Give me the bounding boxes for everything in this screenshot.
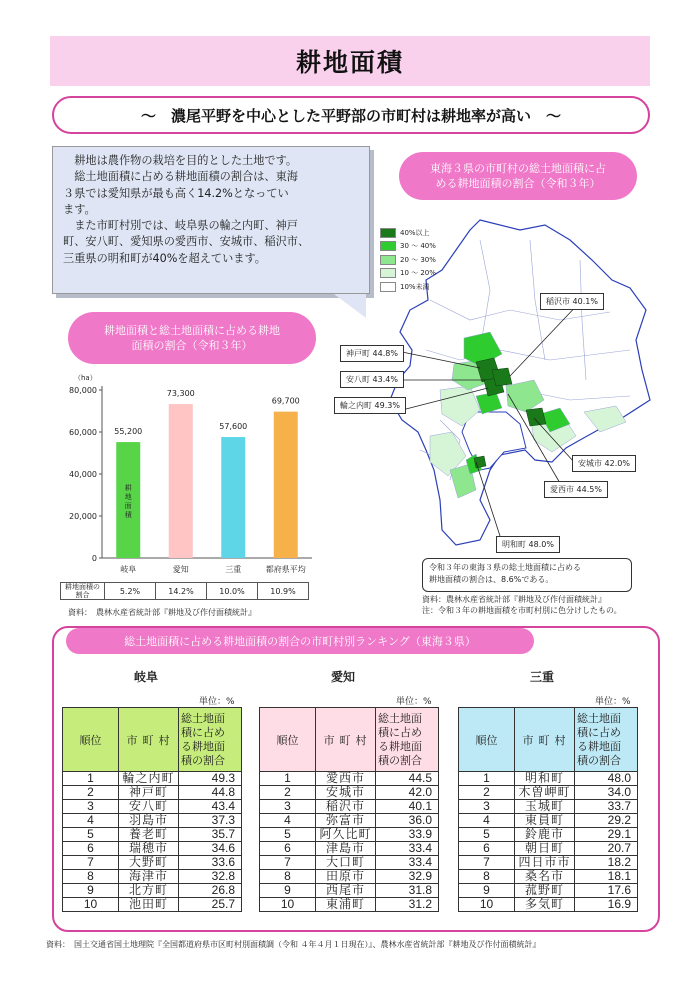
- callout-meiwa: [496, 536, 560, 553]
- municipality-cell: 朝日町: [515, 842, 575, 856]
- intro-line: 耕地は農作物の栽培を目的とした土地です。: [63, 154, 298, 167]
- map-source-line: 注：令和３年の耕地面積を市町村別に色分けしたもの。: [422, 606, 622, 615]
- ratio-cell: 20.7: [575, 842, 638, 856]
- municipality-cell: 桑名市: [515, 870, 575, 884]
- municipality-cell: 稲沢市: [316, 800, 376, 814]
- legend-item: [380, 226, 436, 240]
- ratio-row-label-line: 割合: [75, 591, 90, 599]
- ranking-header-row: [459, 708, 638, 772]
- callout-name: 明和町: [502, 540, 526, 549]
- bar-chart-source: 資料： 農林水産省統計部『耕地及び作付面積統計』: [68, 608, 256, 617]
- bar-chart-section-label: [68, 312, 316, 364]
- legend-item: [380, 267, 436, 281]
- ratio-header-line: 積に占め: [577, 726, 621, 739]
- ratio-cell: 26.8: [179, 884, 242, 898]
- municipality-cell: 多気町: [515, 898, 575, 912]
- municipality-cell: 明和町: [515, 772, 575, 786]
- map-legend: [380, 226, 436, 294]
- municipality-cell: 輪之内町: [119, 772, 179, 786]
- ratio-cell: 18.2: [575, 856, 638, 870]
- ratio-cell: 37.3: [179, 814, 242, 828]
- ratio-cell: 34.6: [179, 842, 242, 856]
- table-row: [260, 842, 439, 856]
- ratio-cell: 33.9: [376, 828, 439, 842]
- ratio-row-label-line: 耕地面積の: [65, 583, 100, 591]
- y-unit-label: （ha）: [74, 374, 97, 382]
- table-row: [459, 800, 638, 814]
- rank-cell: 9: [63, 884, 119, 898]
- rank-cell: 5: [260, 828, 316, 842]
- map-section-label: [399, 152, 637, 200]
- map-source-line: 資料：農林水産省統計部『耕地及び作付面積統計』: [422, 595, 606, 604]
- municipality-cell: 安城市: [316, 786, 376, 800]
- ratio-cell: 49.3: [179, 772, 242, 786]
- municipality-cell: 西尾市: [316, 884, 376, 898]
- callout-name: 安城市: [578, 459, 602, 468]
- rank-cell: 6: [459, 842, 515, 856]
- municipality-cell: 養老町: [119, 828, 179, 842]
- rank-header: 順位: [459, 708, 515, 772]
- ratio-cell: 36.0: [376, 814, 439, 828]
- ratio-cell: 48.0: [575, 772, 638, 786]
- ratio-mie: 10.0%: [207, 583, 258, 600]
- ratio-cell: 44.5: [376, 772, 439, 786]
- rank-cell: 1: [260, 772, 316, 786]
- callout-value: 44.8%: [372, 349, 398, 358]
- ranking-header-row: [260, 708, 439, 772]
- rank-cell: 3: [459, 800, 515, 814]
- intro-line: また市町村別では、岐阜県の輪之内町、神戸: [63, 219, 298, 233]
- rank-cell: 3: [63, 800, 119, 814]
- callout-name: 安八町: [346, 375, 370, 384]
- table-row: [260, 884, 439, 898]
- ranking-table-aichi: [259, 707, 439, 912]
- table-row: [63, 786, 242, 800]
- ratio-cell: 34.0: [575, 786, 638, 800]
- table-row: [260, 828, 439, 842]
- municipality-cell: 瑞穂市: [119, 842, 179, 856]
- ratio-header-line: 積に占め: [181, 726, 225, 739]
- table-row: [459, 842, 638, 856]
- municipality-cell: 田原市: [316, 870, 376, 884]
- municipality-cell: 愛西市: [316, 772, 376, 786]
- ratio-header: [179, 708, 242, 772]
- bar-愛知: [169, 404, 193, 558]
- rank-cell: 2: [459, 786, 515, 800]
- ranking-header-row: [63, 708, 242, 772]
- table-row: [459, 828, 638, 842]
- legend-swatch: [380, 255, 396, 265]
- subtitle-banner: [52, 96, 650, 134]
- intro-box: [52, 146, 370, 294]
- ratio-header-line: る耕地面: [378, 740, 422, 753]
- callout-inazawa: [540, 293, 604, 310]
- intro-line: 三重県の明和町が40%を超えています。: [63, 251, 266, 265]
- y-tick-label: 60,000: [69, 428, 97, 437]
- ratio-header-line: 総土地面: [577, 712, 621, 725]
- table-row: [63, 884, 242, 898]
- municipality-cell: 大野町: [119, 856, 179, 870]
- callout-value: 44.5%: [576, 485, 602, 494]
- callout-name: 輪之内町: [340, 401, 372, 410]
- category-label: 愛知: [172, 565, 189, 574]
- ratio-cell: 40.1: [376, 800, 439, 814]
- callout-aisai: [544, 481, 608, 498]
- rank-cell: 9: [260, 884, 316, 898]
- map-note-line: 令和３年の東海３県の総土地面積に占める: [429, 563, 581, 572]
- table-row: [459, 898, 638, 912]
- bar-inner-label: 耕: [124, 484, 132, 492]
- bar-value-label: 69,700: [271, 396, 300, 406]
- legend-item: [380, 280, 436, 294]
- rank-cell: 8: [260, 870, 316, 884]
- ratio-header-line: る耕地面: [577, 740, 621, 753]
- table-row: [260, 870, 439, 884]
- map-label-line: める耕地面積の割合（令和３年）: [435, 177, 601, 190]
- category-label: 三重: [225, 565, 242, 574]
- table-row: [260, 786, 439, 800]
- ratio-cell: 43.4: [179, 800, 242, 814]
- rank-cell: 1: [63, 772, 119, 786]
- ratio-cell: 31.2: [376, 898, 439, 912]
- callout-godo: [340, 345, 404, 362]
- table-row: [459, 814, 638, 828]
- table-row: [260, 800, 439, 814]
- municipality-cell: 大口町: [316, 856, 376, 870]
- ratio-gifu: 5.2%: [105, 583, 156, 600]
- ranking-section-label: 総土地面積に占める耕地面積の割合の市町村別ランキング（東海３県）: [66, 628, 534, 654]
- rank-cell: 9: [459, 884, 515, 898]
- ratio-row-label: [61, 583, 105, 600]
- table-row: [63, 870, 242, 884]
- ratio-cell: 33.6: [179, 856, 242, 870]
- bar-chart-label-line: 耕地面積と総土地面積に占める耕地: [104, 324, 280, 337]
- municipality-cell: 津島市: [316, 842, 376, 856]
- rank-cell: 10: [459, 898, 515, 912]
- ratio-header-line: 積の割合: [378, 754, 422, 767]
- ratio-header-line: 総土地面: [378, 712, 422, 725]
- rank-cell: 7: [63, 856, 119, 870]
- ratio-cell: 42.0: [376, 786, 439, 800]
- ratio-national-average: 10.9%: [258, 583, 309, 600]
- municipality-cell: 東浦町: [316, 898, 376, 912]
- municipality-cell: 神戸町: [119, 786, 179, 800]
- map-label-line: 東海３県の市町村の総土地面積に占: [430, 162, 606, 175]
- bar-chart-label-line: 面積の割合（令和３年）: [131, 339, 253, 352]
- legend-label: 10%未満: [400, 282, 430, 291]
- callout-value: 40.1%: [572, 297, 598, 306]
- ratio-cell: 17.6: [575, 884, 638, 898]
- page-title: 耕地面積: [295, 48, 404, 77]
- table-row: [63, 800, 242, 814]
- table-row: [260, 772, 439, 786]
- rank-cell: 5: [63, 828, 119, 842]
- subtitle-text: ～ 濃尾平野を中心とした平野部の市町村は耕地率が高い ～: [140, 106, 561, 125]
- callout-anjo: [572, 455, 636, 472]
- legend-label: 20 ～ 30%: [400, 255, 436, 264]
- table-row: [459, 856, 638, 870]
- category-label: 岐阜: [120, 565, 137, 574]
- table-row: [63, 772, 242, 786]
- table-row: [459, 884, 638, 898]
- bar-inner-label: 積: [124, 511, 132, 519]
- intro-line: 町、安八町、愛知県の愛西市、安城市、稲沢市、: [63, 235, 310, 249]
- bar-value-label: 55,200: [114, 427, 143, 437]
- rank-cell: 10: [63, 898, 119, 912]
- table-row: [459, 786, 638, 800]
- municipality-cell: 阿久比町: [316, 828, 376, 842]
- municipality-cell: 四日市市: [515, 856, 575, 870]
- table-row: [63, 814, 242, 828]
- farmland-bar-chart: [60, 362, 316, 594]
- prefecture-name-gifu: 岐阜: [134, 670, 159, 684]
- callout-anpachi: [340, 371, 404, 388]
- legend-item: [380, 240, 436, 254]
- callout-value: 42.0%: [604, 459, 630, 468]
- rank-cell: 2: [260, 786, 316, 800]
- callout-name: 神戸町: [346, 349, 370, 358]
- category-label: 都府県平均: [265, 565, 306, 574]
- rank-cell: 2: [63, 786, 119, 800]
- callout-value: 48.0%: [528, 540, 554, 549]
- table-row: [260, 814, 439, 828]
- ranking-table-gifu: [62, 707, 242, 912]
- bar-value-label: 57,600: [219, 422, 248, 432]
- map-note-line: 耕地面積の割合は、8.6%である。: [429, 575, 554, 584]
- municipality-cell: 東員町: [515, 814, 575, 828]
- rank-cell: 8: [459, 870, 515, 884]
- legend-label: 30 ～ 40%: [400, 242, 436, 251]
- ratio-header: [575, 708, 638, 772]
- ratio-aichi: 14.2%: [156, 583, 207, 600]
- municipality-cell: 木曽岬町: [515, 786, 575, 800]
- rank-cell: 3: [260, 800, 316, 814]
- municipality-cell: 弥富市: [316, 814, 376, 828]
- unit-label: 単位：%: [396, 697, 432, 707]
- bar-都府県平均: [274, 412, 298, 558]
- bar-三重: [221, 437, 245, 558]
- legend-label: 10 ～ 20%: [400, 269, 436, 278]
- legend-swatch: [380, 241, 396, 251]
- ratio-cell: 33.4: [376, 856, 439, 870]
- ratio-cell: 18.1: [575, 870, 638, 884]
- rank-cell: 7: [459, 856, 515, 870]
- callout-value: 49.3%: [374, 401, 400, 410]
- unit-label: 単位：%: [595, 697, 631, 707]
- y-tick-label: 40,000: [69, 470, 97, 479]
- table-row: [63, 828, 242, 842]
- ratio-cell: 44.8: [179, 786, 242, 800]
- ratio-cell: 32.9: [376, 870, 439, 884]
- rank-cell: 4: [459, 814, 515, 828]
- ratio-header-line: 積に占め: [378, 726, 422, 739]
- legend-swatch: [380, 228, 396, 238]
- rank-cell: 6: [260, 842, 316, 856]
- municipality-cell: 羽島市: [119, 814, 179, 828]
- ratio-cell: 29.1: [575, 828, 638, 842]
- ratio-header-line: 積の割合: [181, 754, 225, 767]
- table-row: [459, 870, 638, 884]
- rank-cell: 4: [63, 814, 119, 828]
- callout-name: 愛西市: [550, 485, 574, 494]
- municipality-cell: 菰野町: [515, 884, 575, 898]
- table-row: [260, 898, 439, 912]
- callout-wanouchi: [334, 397, 406, 414]
- ratio-header: [376, 708, 439, 772]
- ratio-cell: 25.7: [179, 898, 242, 912]
- ranking-table-mie: [458, 707, 638, 912]
- intro-line: 総土地面積に占める耕地面積の割合は、東海: [63, 170, 298, 184]
- intro-line: ３県では愛知県が最も高く14.2%となってい: [63, 186, 289, 200]
- prefecture-name-aichi: 愛知: [331, 670, 356, 684]
- table-row: [63, 842, 242, 856]
- legend-swatch: [380, 268, 396, 278]
- ratio-header-line: 総土地面: [181, 712, 225, 725]
- unit-label: 単位：%: [199, 697, 235, 707]
- callout-value: 43.4%: [372, 375, 398, 384]
- callout-name: 稲沢市: [546, 297, 570, 306]
- bar-chart-svg: [60, 362, 316, 584]
- prefecture-name-mie: 三重: [530, 670, 555, 684]
- municipality-header: 市 町 村: [119, 708, 179, 772]
- table-row: [459, 772, 638, 786]
- page-title-bar: [50, 36, 650, 86]
- rank-cell: 1: [459, 772, 515, 786]
- rank-header: 順位: [63, 708, 119, 772]
- table-row: [63, 856, 242, 870]
- municipality-cell: 玉城町: [515, 800, 575, 814]
- y-tick-label: 0: [91, 554, 97, 563]
- rank-cell: 5: [459, 828, 515, 842]
- bar-inner-label: 面: [124, 502, 132, 510]
- legend-swatch: [380, 282, 396, 292]
- bar-value-label: 73,300: [166, 389, 195, 399]
- ratio-header-line: 積の割合: [577, 754, 621, 767]
- y-tick-label: 80,000: [69, 386, 97, 395]
- rank-cell: 6: [63, 842, 119, 856]
- ratio-cell: 16.9: [575, 898, 638, 912]
- municipality-header: 市 町 村: [316, 708, 376, 772]
- table-row: [63, 898, 242, 912]
- ratio-cell: 33.4: [376, 842, 439, 856]
- ratio-cell: 31.8: [376, 884, 439, 898]
- map-source: [422, 594, 622, 616]
- map-note: [422, 558, 632, 592]
- legend-label: 40%以上: [400, 228, 430, 237]
- y-tick-label: 20,000: [69, 512, 97, 521]
- rank-cell: 4: [260, 814, 316, 828]
- municipality-header: 市 町 村: [515, 708, 575, 772]
- rank-cell: 7: [260, 856, 316, 870]
- bar-inner-label: 地: [124, 493, 132, 501]
- municipality-cell: 北方町: [119, 884, 179, 898]
- ratio-cell: 35.7: [179, 828, 242, 842]
- rank-header: 順位: [260, 708, 316, 772]
- legend-item: [380, 253, 436, 267]
- municipality-cell: 海津市: [119, 870, 179, 884]
- table-row: [260, 856, 439, 870]
- ratio-table: [60, 582, 309, 600]
- ratio-cell: 33.7: [575, 800, 638, 814]
- ratio-cell: 29.2: [575, 814, 638, 828]
- footer-source: 資料： 国土交通省国土地理院『全国都道府県市区町村別面積調（令和 ４年４月１日現在）』、農林水産省統計部『耕地及び作付面積統計』: [46, 940, 541, 949]
- rank-cell: 10: [260, 898, 316, 912]
- rank-cell: 8: [63, 870, 119, 884]
- municipality-cell: 安八町: [119, 800, 179, 814]
- ratio-cell: 32.8: [179, 870, 242, 884]
- municipality-cell: 池田町: [119, 898, 179, 912]
- municipality-cell: 鈴鹿市: [515, 828, 575, 842]
- intro-line: ます。: [63, 202, 96, 216]
- ratio-header-line: る耕地面: [181, 740, 225, 753]
